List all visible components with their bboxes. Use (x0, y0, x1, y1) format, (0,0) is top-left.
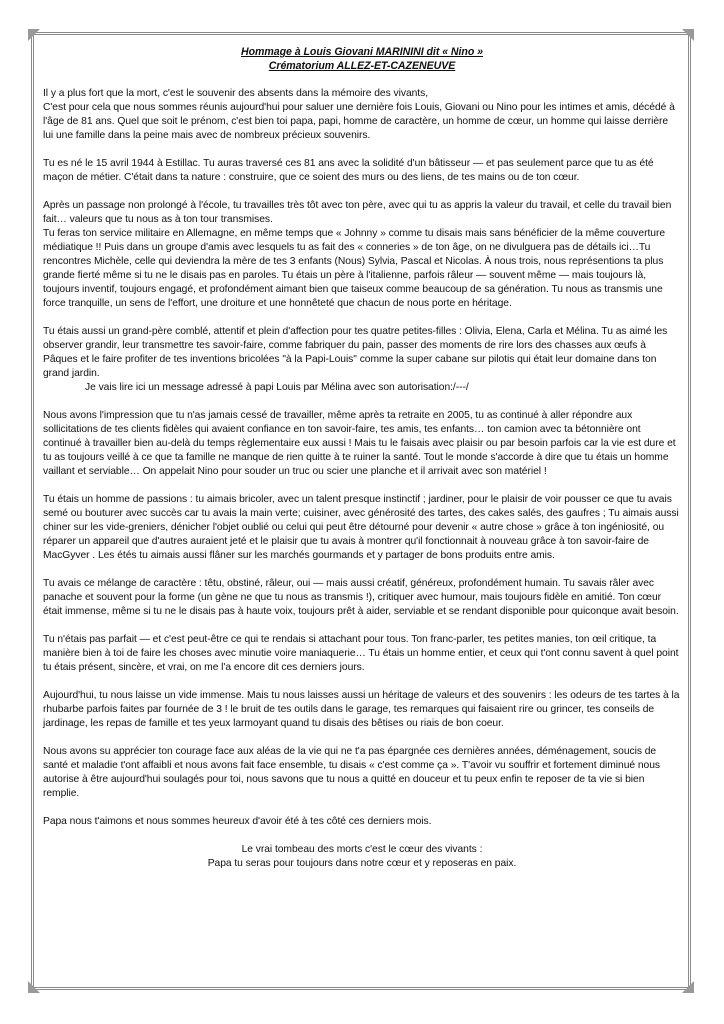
paragraph-intro (43, 87, 681, 143)
paragraph-youth (43, 199, 681, 311)
document-title: Hommage à Louis Giovani MARININI dit « Nino » (240, 46, 484, 58)
paragraph-birth (43, 157, 681, 185)
paragraph-grandfather (43, 325, 681, 395)
paragraph-line: Tu feras ton service militaire en Allemagne, en même temps que « Johnny » comme tu disais mais sans bénéficier de la même couverture médiatique !! Puis dans un groupe d'amis avec lesquels tu as fait des « conneries » de ton âge, on ne divulguera pas de détails ici…Tu rencontres Michèle, celle qui deviendra la mère de tes 3 enfants (Nous) Sylvia, Pascal et Nicolas. À nous trois, nous représentions ta plus grande fierté même si tu ne le disais pas en paroles. Tu étais un père à l'italienne, parfois râleur — souvent même — mais toujours là, toujours inventif, toujours engagé, et profondément aimant bien que taiseux comme beaucoup de sa génération. Tu nous as transmis une force tranquille, un sens de l'effort, une droiture et une honnêteté que chacun de nous porte en héritage. (43, 228, 665, 309)
paragraph-line-indented: Je vais lire ici un message adressé à papi Louis par Mélina avec son autorisation:/---/ (85, 382, 469, 393)
paragraph-text: Nous avons su apprécier ton courage face aux aléas de la vie qui ne t'a pas épargnée ces dernières années, déménagement, soucis de santé et maladie t'ont affaibli et nous avons fait face ensemble, tu disais « c'est comme ça ». T'avoir vu souffrir et fortement diminué nous autorise à être aujourd'hui soulagés pour toi, nous savons que tu nous a quitté en douceur et tu peux enfin te reposer de ta vie si bien remplie. (43, 746, 660, 799)
paragraph-love (43, 815, 681, 829)
paragraph-line: Il y a plus fort que la mort, c'est le souvenir des absents dans la mémoire des vivants, (43, 88, 429, 99)
closing-line: Papa tu seras pour toujours dans notre cœur et y reposeras en paix. (207, 858, 517, 869)
paragraph-text: Tu n'étais pas parfait — et c'est peut-être ce qui te rendais si attachant pour tous. Ton franc-parler, tes petites manies, ton œil critique, ta manière bien à toi de faire les choses avec minutie voire maniaquerie… Tu étais un homme entier, et ceux qui t'ont connu savent à quel point tu étais présent, sincère, et vrai, on me l'a encore dit ces derniers jours. (43, 634, 679, 673)
paragraph-text: Tu étais un homme de passions : tu aimais bricoler, avec un talent presque instinctif ; jardiner, pour le plaisir de voir pousser ce que tu avais semé ou bouturer avec succès car tu avais la main verte; cuisiner, avec générosité des tartes, des cakes salés, des gaufres ; Tu aimais aussi chiner sur les vide-greniers, dénicher l'objet oublié ou celui qui peut être détourné pour devenir « autre chose » grâce à ton ingéniosité, ou réparer un appareil que d'autres auraient jeté et le plaisir que tu avais à montrer qu'il fonctionnait à nouveau grâce à ton savoir-faire de MacGyver . Les étés tu aimais aussi flâner sur les marchés gourmands et y partager de bons produits entre amis. (43, 494, 679, 561)
paragraph-line: C'est pour cela que nous sommes réunis aujourd'hui pour saluer une dernière fois Louis, Giovani ou Nino pour les intimes et amis, décédé à l'âge de 81 ans. Quel que soit le prénom, c'est bien toi papa, papi, homme de caractère, un homme de cœur, un homme qui laisse derrière lui une famille dans la peine mais avec de nombreux précieux souvenirs. (43, 102, 675, 141)
paragraph-text: Nous avons l'impression que tu n'as jamais cessé de travailler, même après ta retraite en 2005, tu as continué à aller répondre aux sollicitations de tes clients fidèles qui avaient confiance en ton savoir-faire, tes amis, tes enfants… ton camion avec ta bétonnière ont continué à travailler bien au-delà du temps règlementaire eux aussi ! Mais tu le faisais avec plaisir ou par besoin parfois car la vie est dure et tu as toujours veillé à ce que ta famille ne manque de rien quitte à te ruiner la santé. Tout le monde s'accorde à dire que tu étais un homme vaillant et serviable… On appelait Nino pour souder un truc ou scier une planche et il arrivait avec son matériel ! (43, 410, 676, 477)
paragraph-courage (43, 745, 681, 801)
paragraph-text: Tu avais ce mélange de caractère : têtu, obstiné, râleur, oui — mais aussi créatif, généreux, profondément humain. Tu savais râler avec panache et souvent pour la forme (un gène ne que tu nous as transmis !), critiquer avec humour, mais toujours fidèle en amitié. Ton cœur était immense, même si tu ne le disais pas à haute voix, toujours prêt à aider, serviable et se rendant disponible pour quiconque avait besoin. (43, 578, 679, 617)
paragraph-imperfect (43, 633, 681, 675)
paragraph-text: Tu es né le 15 avril 1944 à Estillac. Tu auras traversé ces 81 ans avec la solidité d'un bâtisseur — et pas seulement parce que tu as été maçon de métier. C'était dans ta nature : construire, que ce soient des murs ou des liens, de tes mains ou de ton cœur. (43, 158, 654, 183)
paragraph-character (43, 577, 681, 619)
document-subtitle: Crématorium ALLEZ-ET-CAZENEUVE (268, 60, 456, 72)
paragraph-legacy (43, 689, 681, 731)
closing-line: Le vrai tombeau des morts c'est le cœur des vivants : (241, 844, 483, 855)
paragraph-line: Après un passage non prolongé à l'école, tu travailles très tôt avec ton père, avec qui tu as appris la valeur du travail, et celle du travail bien fait… valeurs que tu nous as à ton tour transmises. (43, 200, 672, 225)
paragraph-line: Tu étais aussi un grand-père comblé, attentif et plein d'affection pour tes quatre petites-filles : Olivia, Elena, Carla et Mélina. Tu as aimé les observer grandir, leur transmettre tes savoir-faire, comme fabriquer du pain, passer des moments de rire lors des chasses aux œufs à Pâques et le faire profiter de tes inventions bricolées "à la Papi-Louis" comme la super cabane sur pilotis qui était leur domaine dans ton grand jardin. (43, 326, 668, 379)
paragraph-text: Aujourd'hui, tu nous laisse un vide immense. Mais tu nous laisses aussi un héritage de valeurs et des souvenirs : les odeurs de tes tartes à la rhubarbe parfois faites par fournée de 3 ! le bruit de tes outils dans le garage, tes remarques qui faisaient rire ou grincer, tes conseils de jardinage, les repas de famille et tes yeux larmoyant quand tu disais des bêtises ou riais de bon coeur. (43, 690, 680, 729)
paragraph-passions (43, 493, 681, 563)
paragraph-text: Papa nous t'aimons et nous sommes heureux d'avoir été à tes côté ces derniers mois. (43, 816, 432, 827)
paragraph-work (43, 409, 681, 479)
document-body (43, 45, 681, 871)
